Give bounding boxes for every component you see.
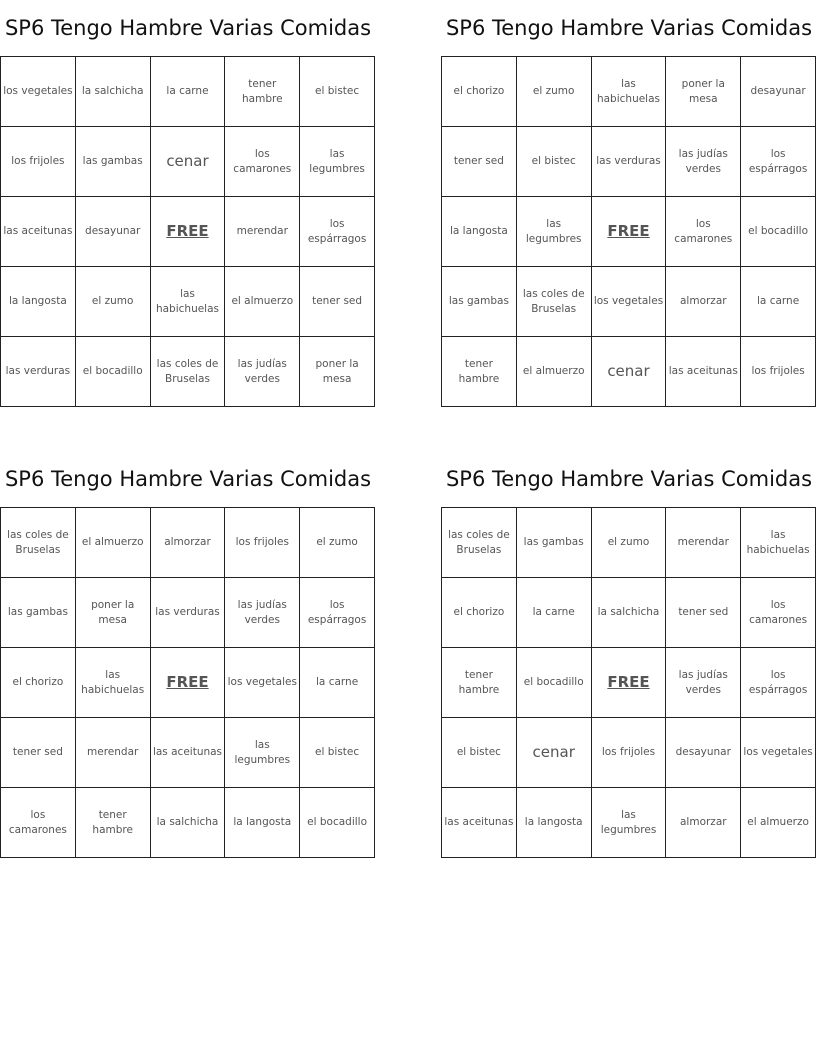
bingo-cell: las habichuelas [151, 267, 226, 337]
bingo-cell: tener hambre [76, 788, 151, 858]
bingo-cell: las judías verdes [666, 127, 741, 197]
bingo-cell: la salchicha [151, 788, 226, 858]
bingo-cell: el bistec [300, 57, 375, 127]
bingo-cell: los espárragos [300, 578, 375, 648]
bingo-cell: el bocadillo [300, 788, 375, 858]
bingo-cell: desayunar [666, 718, 741, 788]
bingo-cell: las aceitunas [1, 197, 76, 267]
bingo-grid [441, 507, 816, 858]
bingo-cell: almorzar [151, 508, 226, 578]
bingo-cell: la salchicha [592, 578, 667, 648]
bingo-cell: almorzar [666, 267, 741, 337]
free-space: FREE [151, 197, 226, 267]
bingo-grid [441, 56, 816, 407]
bingo-cell: tener hambre [442, 648, 517, 718]
bingo-cell: las gambas [517, 508, 592, 578]
bingo-cell: poner la mesa [76, 578, 151, 648]
bingo-cell: los vegetales [592, 267, 667, 337]
bingo-cell: poner la mesa [300, 337, 375, 407]
bingo-cell: los frijoles [741, 337, 816, 407]
bingo-cell: las judías verdes [225, 337, 300, 407]
bingo-cell: la carne [151, 57, 226, 127]
bingo-cell: las gambas [76, 127, 151, 197]
bingo-grid [0, 56, 375, 407]
bingo-cell: las habichuelas [741, 508, 816, 578]
bingo-cell: los vegetales [1, 57, 76, 127]
bingo-cell: desayunar [76, 197, 151, 267]
bingo-cell: el bistec [300, 718, 375, 788]
bingo-cell: las judías verdes [666, 648, 741, 718]
bingo-cell: tener hambre [225, 57, 300, 127]
card-title: SP6 Tengo Hambre Varias Comidas [445, 467, 813, 491]
bingo-cell: las legumbres [517, 197, 592, 267]
bingo-cell: las gambas [1, 578, 76, 648]
bingo-cell: merendar [225, 197, 300, 267]
bingo-cell: tener hambre [442, 337, 517, 407]
bingo-cell: el chorizo [442, 57, 517, 127]
bingo-cell: la salchicha [76, 57, 151, 127]
bingo-card-3 [0, 451, 376, 858]
bingo-cell: cenar [151, 127, 226, 197]
bingo-cell: merendar [76, 718, 151, 788]
bingo-cell: las coles de Bruselas [442, 508, 517, 578]
bingo-card-1 [0, 0, 376, 407]
bingo-cell: cenar [517, 718, 592, 788]
bingo-cell: el bocadillo [741, 197, 816, 267]
bingo-cell: el zumo [517, 57, 592, 127]
bingo-cell: el almuerzo [225, 267, 300, 337]
bingo-cell: el zumo [592, 508, 667, 578]
bingo-cell: tener sed [1, 718, 76, 788]
bingo-cell: el almuerzo [517, 337, 592, 407]
bingo-cell: los vegetales [741, 718, 816, 788]
bingo-cell: las coles de Bruselas [1, 508, 76, 578]
bingo-cell: las coles de Bruselas [517, 267, 592, 337]
bingo-cell: el zumo [300, 508, 375, 578]
bingo-cell: merendar [666, 508, 741, 578]
bingo-cell: tener sed [666, 578, 741, 648]
bingo-cell: las aceitunas [442, 788, 517, 858]
free-space: FREE [592, 197, 667, 267]
bingo-cell: almorzar [666, 788, 741, 858]
bingo-cell: las verduras [592, 127, 667, 197]
bingo-cell: el bocadillo [517, 648, 592, 718]
bingo-cell: el chorizo [442, 578, 517, 648]
bingo-cell: los camarones [666, 197, 741, 267]
bingo-cell: las legumbres [592, 788, 667, 858]
card-title: SP6 Tengo Hambre Varias Comidas [445, 16, 813, 40]
bingo-cell: tener sed [300, 267, 375, 337]
bingo-cell: la langosta [517, 788, 592, 858]
bingo-cell: las judías verdes [225, 578, 300, 648]
bingo-cell: el zumo [76, 267, 151, 337]
card-title: SP6 Tengo Hambre Varias Comidas [4, 467, 372, 491]
bingo-cell: la carne [741, 267, 816, 337]
bingo-cell: las verduras [1, 337, 76, 407]
bingo-cell: poner la mesa [666, 57, 741, 127]
bingo-cell: los camarones [1, 788, 76, 858]
bingo-cell: los vegetales [225, 648, 300, 718]
bingo-cell: el almuerzo [741, 788, 816, 858]
bingo-cell: el chorizo [1, 648, 76, 718]
bingo-cell: desayunar [741, 57, 816, 127]
bingo-cell: las legumbres [300, 127, 375, 197]
bingo-cell: los frijoles [1, 127, 76, 197]
bingo-cell: las aceitunas [151, 718, 226, 788]
free-space: FREE [592, 648, 667, 718]
bingo-cell: los camarones [225, 127, 300, 197]
bingo-cell: las habichuelas [76, 648, 151, 718]
bingo-cell: el bistec [517, 127, 592, 197]
bingo-cell: tener sed [442, 127, 517, 197]
bingo-cell: la carne [300, 648, 375, 718]
bingo-cell: las verduras [151, 578, 226, 648]
bingo-cell: las gambas [442, 267, 517, 337]
bingo-card-2 [441, 0, 816, 407]
card-title: SP6 Tengo Hambre Varias Comidas [4, 16, 372, 40]
bingo-cell: los espárragos [741, 127, 816, 197]
bingo-cell: el almuerzo [76, 508, 151, 578]
bingo-cell: la langosta [225, 788, 300, 858]
free-space: FREE [151, 648, 226, 718]
bingo-cell: la langosta [442, 197, 517, 267]
bingo-cell: los espárragos [741, 648, 816, 718]
bingo-cell: las habichuelas [592, 57, 667, 127]
bingo-cell: la langosta [1, 267, 76, 337]
bingo-cell: los camarones [741, 578, 816, 648]
bingo-cell: los espárragos [300, 197, 375, 267]
bingo-cell: los frijoles [225, 508, 300, 578]
bingo-cell: cenar [592, 337, 667, 407]
bingo-cell: las aceitunas [666, 337, 741, 407]
bingo-cell: las coles de Bruselas [151, 337, 226, 407]
bingo-cell: el bistec [442, 718, 517, 788]
bingo-grid [0, 507, 375, 858]
bingo-cell: las legumbres [225, 718, 300, 788]
bingo-cell: el bocadillo [76, 337, 151, 407]
bingo-card-4 [441, 451, 816, 858]
bingo-cell: los frijoles [592, 718, 667, 788]
bingo-cell: la carne [517, 578, 592, 648]
